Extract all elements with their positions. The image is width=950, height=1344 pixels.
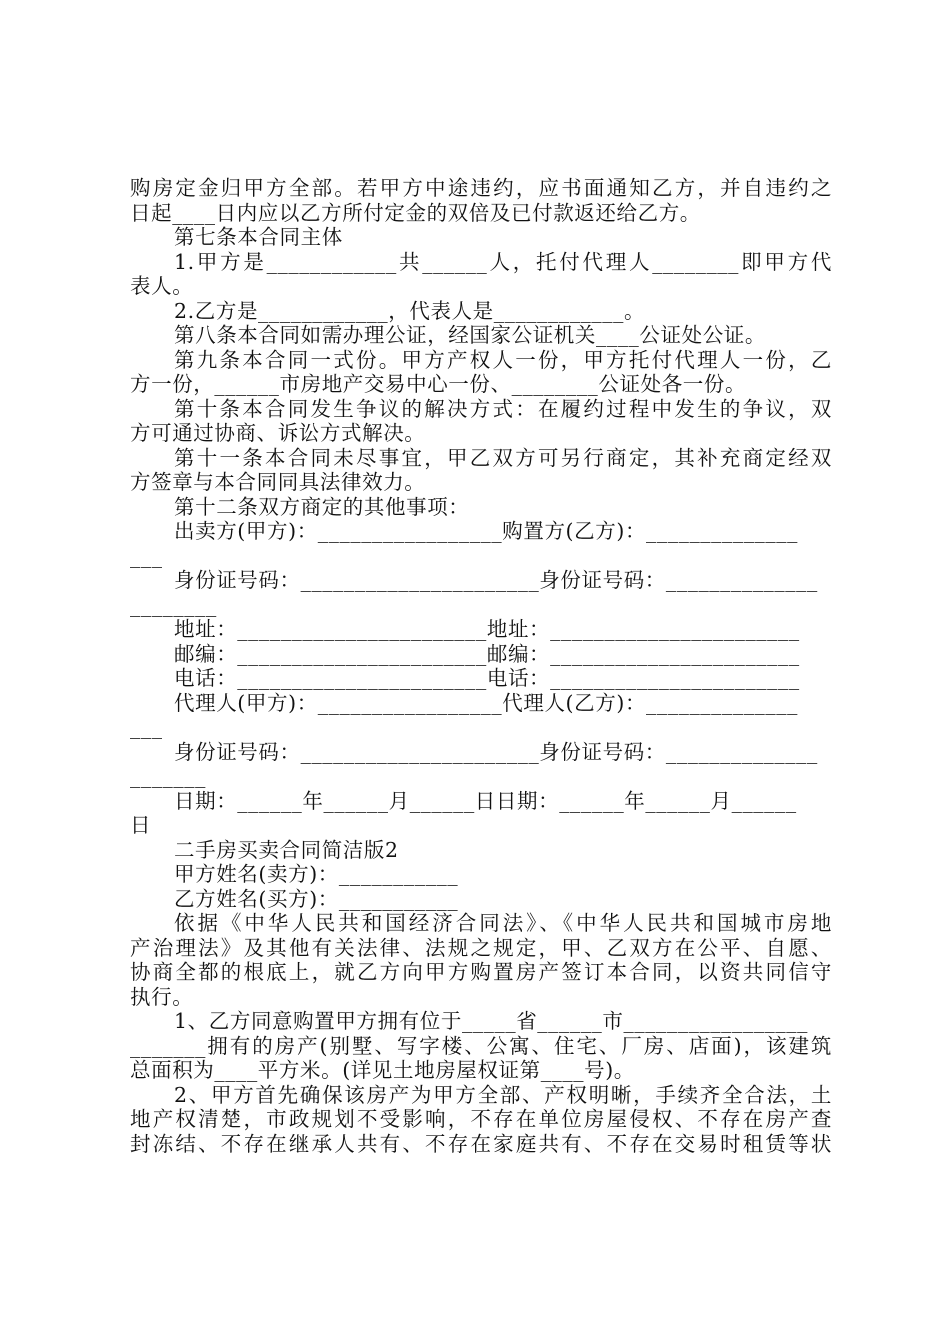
text-line: 产治理法》及其他有关法律、法规之规定，甲、乙双方在公平、自愿、 xyxy=(130,935,832,960)
text-line: 2、甲方首先确保该房产为甲方全部、产权明晰，手续齐全合法，土 xyxy=(174,1082,832,1107)
text-line: 协商全都的根底上，就乙方向甲方购置房产签订本合同，以资共同信守 xyxy=(130,960,832,984)
text-line: 总面积为____平方米。(详见土地房屋权证第____号)。 xyxy=(130,1058,635,1082)
signature-line: 地址：_______________________地址：_______________________ xyxy=(174,617,800,641)
text-line: 购房定金归甲方全部。若甲方中途违约，应书面通知乙方，并自违约之 xyxy=(130,176,832,200)
text-line: _______拥有的房产(别墅、写字楼、公寓、住宅、厂房、店面)，该建筑 xyxy=(130,1033,832,1058)
signature-line: ___ xyxy=(130,543,163,568)
signature-line: 代理人(甲方)：_________________代理人(乙方)：______________ xyxy=(174,690,798,715)
date-line: 日期：______年______月______日日期：______年______月______ xyxy=(174,788,797,813)
text-line: 1、乙方同意购置甲方拥有位于_____省______市_________________ xyxy=(174,1009,808,1033)
contract-page xyxy=(130,176,832,1156)
party-line: 乙方姓名(买方)：___________ xyxy=(174,886,459,911)
text-line: 1.甲方是____________共______人，托付代理人________即甲方代 xyxy=(174,249,832,274)
text-line: 第十一条本合同未尽事宜，甲乙双方可另行商定，其补充商定经双 xyxy=(174,445,832,470)
text-line: 依据《中华人民共和国经济合同法》、《中华人民共和国城市房地 xyxy=(174,911,832,935)
text-line: 方签章与本合同同具法律效力。 xyxy=(130,470,426,494)
signature-line: 邮编：_______________________邮编：_______________________ xyxy=(174,641,800,666)
text-line: 方可通过协商、诉讼方式解决。 xyxy=(130,421,426,445)
text-line: 执行。 xyxy=(130,984,194,1009)
date-line: 日 xyxy=(130,813,152,837)
text-line: 方一份，______市房地产交易中心一份、________公证处各一份。 xyxy=(130,372,747,396)
text-line: 2.乙方是____________，代表人是____________。 xyxy=(174,298,646,323)
text-line: 第九条本合同一式份。甲方产权人一份，甲方托付代理人一份，乙 xyxy=(174,347,832,372)
text-line: 封冻结、不存在继承人共有、不存在家庭共有、不存在交易时租赁等状 xyxy=(130,1131,832,1156)
section-heading: 第七条本合同主体 xyxy=(174,225,343,249)
signature-line: 电话：_______________________电话：_______________________ xyxy=(174,666,800,690)
party-line: 甲方姓名(卖方)：___________ xyxy=(174,862,459,886)
section-heading: 第十二条双方商定的其他事项： xyxy=(174,494,470,519)
signature-line: ________ xyxy=(130,592,217,617)
text-line: 地产权清楚，市政规划不受影响，不存在单位房屋侵权、不存在房产查 xyxy=(130,1107,832,1131)
signature-line: ___ xyxy=(130,715,163,739)
signature-line: _______ xyxy=(130,764,206,788)
text-line: 第八条本合同如需办理公证，经国家公证机关____公证处公证。 xyxy=(174,323,766,347)
signature-line: 出卖方(甲方)：_________________购置方(乙方)：______________ xyxy=(174,519,798,543)
text-line: 日起____日内应以乙方所付定金的双倍及已付款返还给乙方。 xyxy=(130,200,701,225)
signature-line: 身份证号码：______________________身份证号码：______________ xyxy=(174,739,818,764)
text-line: 表人。 xyxy=(130,274,194,298)
document-subtitle: 二手房买卖合同简洁版2 xyxy=(174,837,399,862)
signature-line: 身份证号码：______________________身份证号码：______________ xyxy=(174,568,818,592)
text-line: 第十条本合同发生争议的解决方式：在履约过程中发生的争议，双 xyxy=(174,396,832,421)
